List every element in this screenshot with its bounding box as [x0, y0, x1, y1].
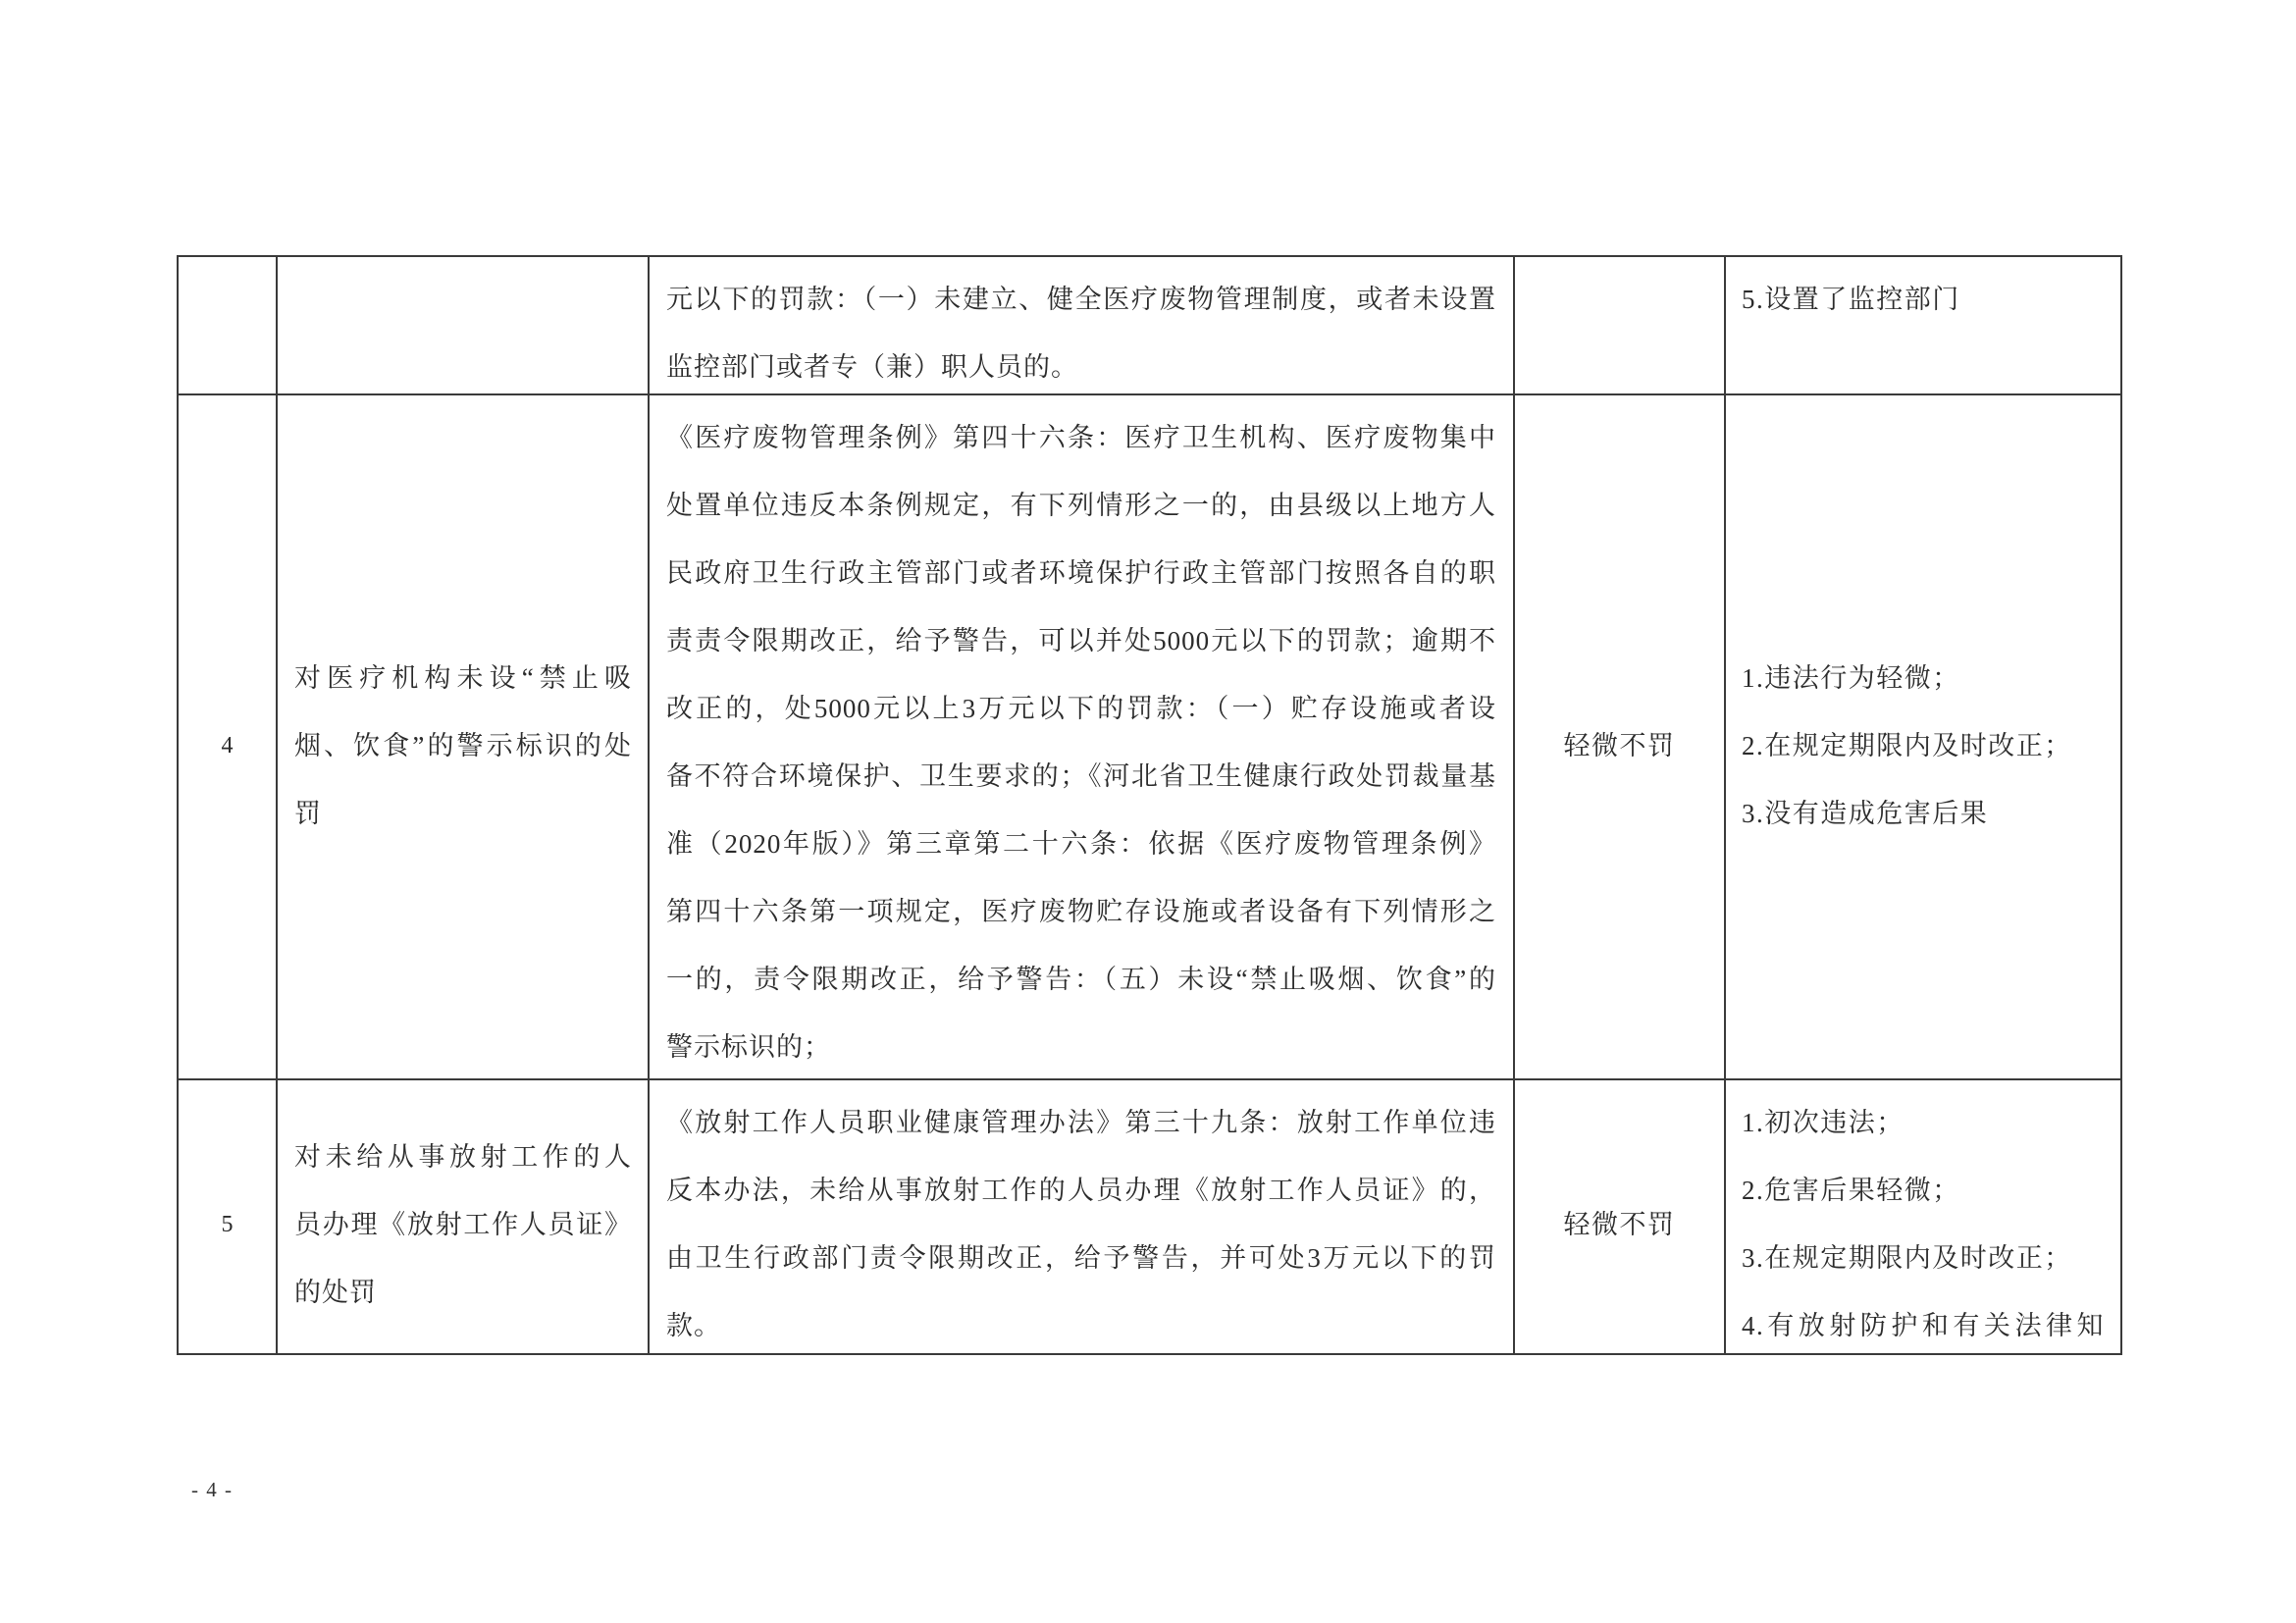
penalty-table: [177, 255, 2122, 1355]
page-number: - 4 -: [191, 1478, 234, 1501]
basis-line: 《医疗废物管理条例》第四十六条：医疗卫生机构、医疗废物集中: [666, 423, 1496, 452]
condition-line: 4.有放射防护和有关法律知: [1742, 1311, 2105, 1340]
item-line: 对未给从事放射工作的人: [294, 1141, 632, 1172]
basis-line: 元以下的罚款：（一）未建立、健全医疗废物管理制度，或者未设置: [666, 285, 1496, 314]
item-cell: [278, 1080, 650, 1355]
basis-line: 警示标识的；: [666, 1032, 831, 1062]
conditions-cell: [1726, 257, 2122, 395]
basis-line: 改正的，处5000元以上3万元以下的罚款：（一）贮存设施或者设: [666, 694, 1496, 723]
item-line: 罚: [294, 799, 322, 828]
basis-line: 由卫生行政部门责令限期改正，给予警告，并可处3万元以下的罚: [666, 1243, 1496, 1273]
condition-line: 1.违法行为轻微；: [1742, 663, 1960, 693]
item-line: 员办理《放射工作人员证》: [294, 1209, 632, 1239]
row-number-cell: [179, 1080, 278, 1355]
basis-line: 备不符合环境保护、卫生要求的；《河北省卫生健康行政处罚裁量基: [666, 761, 1496, 791]
basis-line: 民政府卫生行政主管部门或者环境保护行政主管部门按照各自的职: [666, 558, 1496, 588]
measure-label: 轻微不罚: [1563, 731, 1676, 760]
item-line: 的处罚: [294, 1277, 377, 1307]
basis-line: 《放射工作人员职业健康管理办法》第三十九条：放射工作单位违: [666, 1108, 1496, 1137]
row-number: 4: [221, 733, 234, 759]
measure-label: 轻微不罚: [1563, 1209, 1676, 1239]
condition-line: 1.初次违法；: [1742, 1108, 1905, 1137]
basis-line: 处置单位违反本条例规定，有下列情形之一的，由县级以上地方人: [666, 491, 1496, 520]
basis-line: 监控部门或者专（兼）职人员的。: [666, 352, 1078, 382]
item-cell: [278, 395, 650, 1080]
condition-line: 3.没有造成危害后果: [1742, 799, 1989, 828]
conditions-cell: [1726, 1080, 2122, 1355]
basis-cell: [650, 257, 1515, 395]
condition-line: 3.在规定期限内及时改正；: [1742, 1243, 2072, 1273]
item-cell: [278, 257, 650, 395]
basis-cell: [650, 395, 1515, 1080]
measure-cell: [1515, 257, 1726, 395]
row-number-cell: [179, 395, 278, 1080]
basis-cell: [650, 1080, 1515, 1355]
row-number-cell: [179, 257, 278, 395]
item-line: 对医疗机构未设“禁止吸: [294, 663, 632, 693]
measure-cell: [1515, 1080, 1726, 1355]
basis-line: 款。: [666, 1311, 721, 1340]
basis-line: 第四十六条第一项规定，医疗废物贮存设施或者设备有下列情形之: [666, 897, 1496, 926]
conditions-cell: [1726, 395, 2122, 1080]
basis-line: 一的，责令限期改正，给予警告：（五）未设“禁止吸烟、饮食”的: [666, 965, 1496, 994]
row-number: 5: [221, 1211, 234, 1237]
condition-line: 2.在规定期限内及时改正；: [1742, 731, 2072, 760]
condition-line: 2.危害后果轻微；: [1742, 1176, 1960, 1205]
basis-line: 责责令限期改正，给予警告，可以并处5000元以下的罚款；逾期不: [666, 626, 1496, 655]
measure-cell: [1515, 395, 1726, 1080]
basis-line: 准（2020年版）》第三章第二十六条：依据《医疗废物管理条例》: [666, 829, 1496, 859]
condition-line: 5.设置了监控部门: [1742, 285, 1960, 314]
basis-line: 反本办法，未给从事放射工作的人员办理《放射工作人员证》的，: [666, 1176, 1496, 1205]
item-line: 烟、饮食”的警示标识的处: [294, 731, 632, 760]
